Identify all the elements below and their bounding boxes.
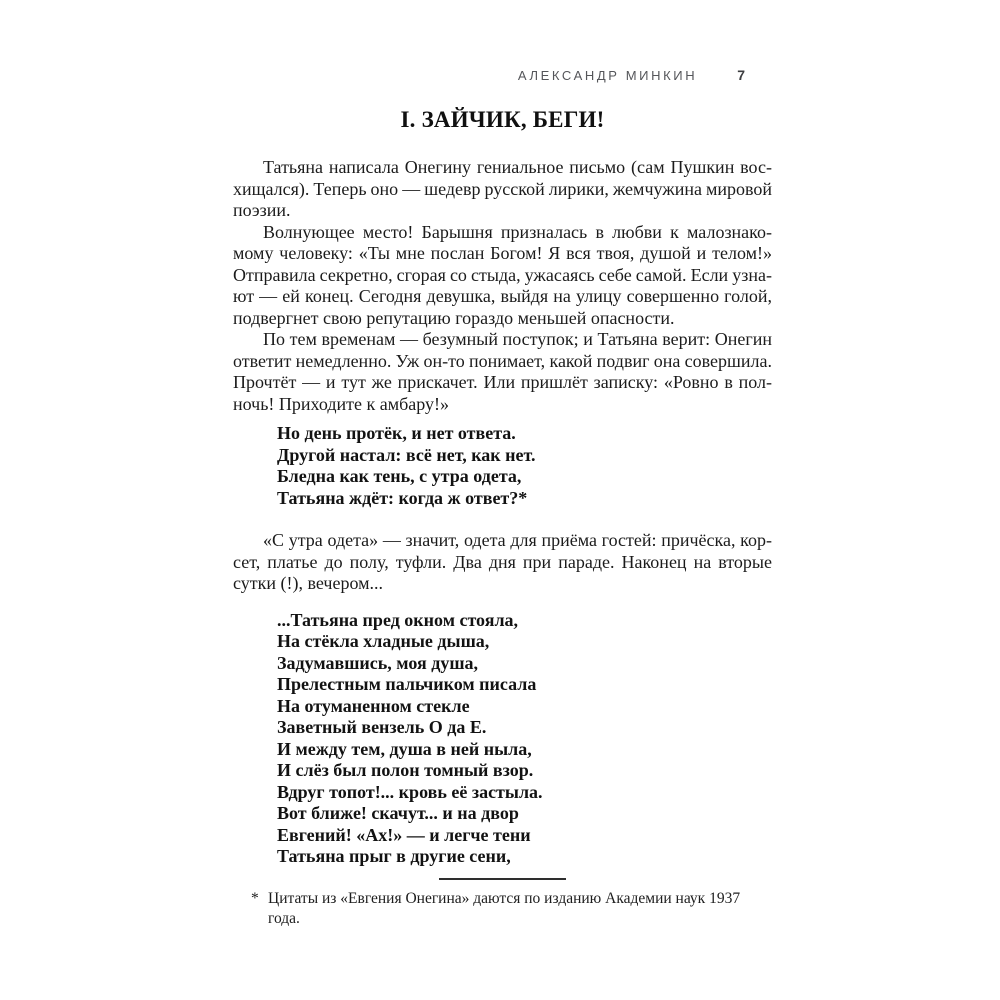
- text-line: поэзии.: [233, 200, 291, 220]
- paragraph-1: [233, 157, 772, 222]
- text-line: ...Татьяна пред окном стояла,: [277, 609, 519, 630]
- text-line: Татьяна ждёт: когда ж ответ?*: [277, 487, 528, 508]
- chapter-title: I. ЗАЙЧИК, БЕГИ!: [400, 107, 605, 132]
- text-line: «С утра одета» — значит, одета для приёма гостей: причёска, кор-: [263, 530, 772, 550]
- text-line: сутки (!), вечером...: [233, 573, 384, 593]
- verse-quote-1: [233, 423, 772, 509]
- text-line: По тем временам — безумный поступок; и Татьяна верит: Онегин: [263, 329, 772, 349]
- text-line: Заветный вензель О да Е.: [277, 717, 487, 737]
- text-line: мому человеку: «Ты мне послан Богом! Я вся твоя, душой и телом!»: [233, 243, 772, 263]
- text-line: Татьяна прыг в другие сени,: [277, 846, 511, 866]
- text-line: Вот ближе! скачут... и на двор: [277, 803, 519, 823]
- text-line: хищался). Теперь оно — шедевр русской лирики, жемчужина мировой: [233, 178, 772, 199]
- text-line: И слёз был полон томный взор.: [277, 760, 534, 780]
- running-head: [233, 67, 772, 83]
- text-line: ют — ей конец. Сегодня девушка, выйдя на улицу совершенно голой,: [233, 286, 772, 306]
- text-line: Волнующее место! Барышня призналась в любви к малознако-: [263, 221, 772, 242]
- running-head-author: АЛЕКСАНДР МИНКИН: [517, 68, 698, 83]
- footnote-text: Цитаты из «Евгения Онегина» даются по изданию Академии наук 1937 года.: [268, 889, 741, 927]
- paragraph-3: [233, 329, 772, 415]
- text-line: Но день протёк, и нет ответа.: [277, 423, 516, 443]
- footnote-divider: [439, 878, 566, 880]
- footnote-marker: *: [251, 889, 259, 907]
- text-line: сет, платье до полу, туфли. Два дня при параде. Наконец на вторые: [233, 551, 772, 572]
- verse-quote-2: [233, 610, 772, 868]
- text-line: Прелестным пальчиком писала: [277, 674, 537, 694]
- text-line: Отправила секретно, сгорая со стыда, ужасаясь себе самой. Если узна-: [233, 264, 772, 285]
- text-line: Татьяна написала Онегину гениальное письмо (сам Пушкин вос-: [263, 157, 772, 177]
- page-number: 7: [737, 67, 745, 83]
- text-line: На стёкла хладные дыша,: [277, 631, 490, 651]
- text-line: Бледна как тень, с утра одета,: [277, 466, 522, 486]
- text-line: ночь! Приходите к амбару!»: [233, 393, 450, 414]
- text-line: И между тем, душа в ней ныла,: [277, 738, 532, 759]
- text-line: Задумавшись, моя душа,: [277, 652, 479, 673]
- paragraph-4: [233, 530, 772, 595]
- text-line: Евгений! «Ах!» — и легче тени: [277, 824, 531, 845]
- text-line: ответит немедленно. Уж он-то понимает, какой подвиг она совершила.: [233, 350, 772, 371]
- text-line: Вдруг топот!... кровь её застыла.: [277, 781, 543, 802]
- text-line: Другой настал: всё нет, как нет.: [277, 444, 536, 465]
- paragraph-2: [233, 222, 772, 330]
- body-text: [233, 157, 772, 929]
- text-line: подвергнет свою репутацию гораздо меньшей опасности.: [233, 307, 675, 328]
- footnote: [233, 889, 772, 929]
- text-line: Прочтёт — и тут же прискачет. Или пришлёт записку: «Ровно в пол-: [233, 372, 772, 392]
- text-line: На отуманенном стекле: [277, 695, 470, 716]
